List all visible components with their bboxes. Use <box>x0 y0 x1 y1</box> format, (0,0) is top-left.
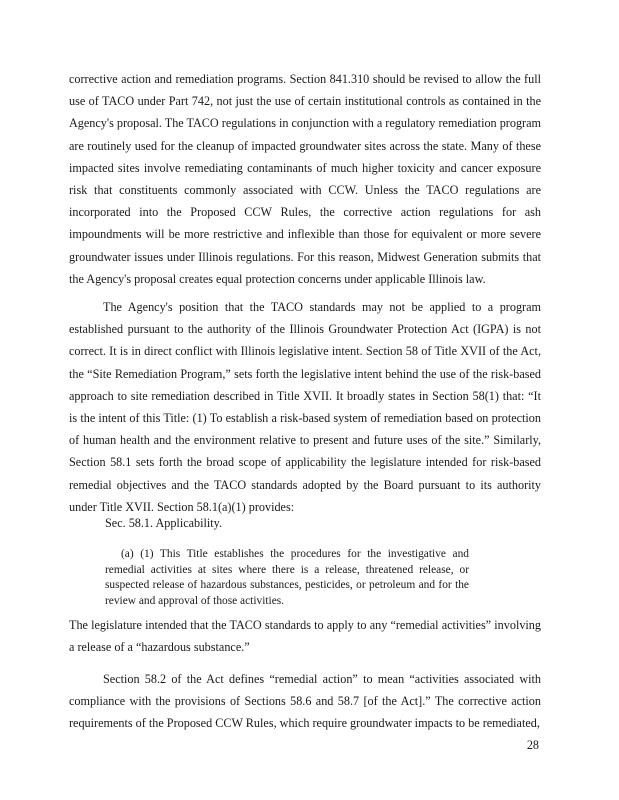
paragraph-legislature-intent: The legislature intended that the TACO standards to apply to any “remedial activities” involving a release of a “hazardous substance.” <box>69 618 541 655</box>
block-quote: (a) (1) This Title establishes the procedures for the investigative and remedial activities at sites where there is a release, threatened release, or suspected release of hazardous substances, pesticides, or petroleum and for the review and approval of those activities. <box>105 548 469 607</box>
paragraph-corrective-action: corrective action and remediation programs. Section 841.310 should be revised to allow the full use of TACO under Part 742, not just the use of certain institutional controls as contained in the Agency's proposal. The TACO regulations in conjunction with a regulatory remediation program are routinely used for the cleanup of impacted groundwater sites across the state. Many of these impacted sites involve remediating contaminants of much higher toxicity and cancer exposure risk that constituents commonly associated with CCW. Unless the TACO regulations are incorporated into the Proposed CCW Rules, the corrective action regulations for ash impoundments will be more restrictive and inflexible than those for equivalent or more severe groundwater issues under Illinois regulations. For this reason, Midwest Generation submits that the Agency's proposal creates equal protection concerns under applicable Illinois law. <box>69 72 541 286</box>
page-number: 28 <box>526 738 539 752</box>
quoted-section-heading: Sec. 58.1. Applicability. <box>105 516 223 530</box>
paragraph-remedial-action: Section 58.2 of the Act defines “remedial action” to mean “activities associated with compliance with the provisions of Sections 58.6 and 58.7 [of the Act].” The corrective action requirements of the Proposed CCW Rules, which require groundwater impacts to be remediated, <box>69 672 541 731</box>
paragraph-agency-position: The Agency's position that the TACO standards may not be applied to a program established pursuant to the authority of the Illinois Groundwater Protection Act (IGPA) is not correct. It is in direct conflict with Illinois legislative intent. Section 58 of Title XVII of the Act, the “Site Remediation Program,” sets forth the legislative intent behind the use of the risk-based approach to site remediation described in Title XVII. It broadly states in Section 58(1) that: “It is the intent of this Title: (1) To establish a risk-based system of remediation based on protection of human health and the environment relative to present and future uses of the site.” Similarly, Section 58.1 sets forth the broad scope of applicability the legislature intended for risk-based remedial objectives and the TACO standards adopted by the Board pursuant to its authority under Title XVII. Section 58.1(a)(1) provides: <box>69 300 541 514</box>
